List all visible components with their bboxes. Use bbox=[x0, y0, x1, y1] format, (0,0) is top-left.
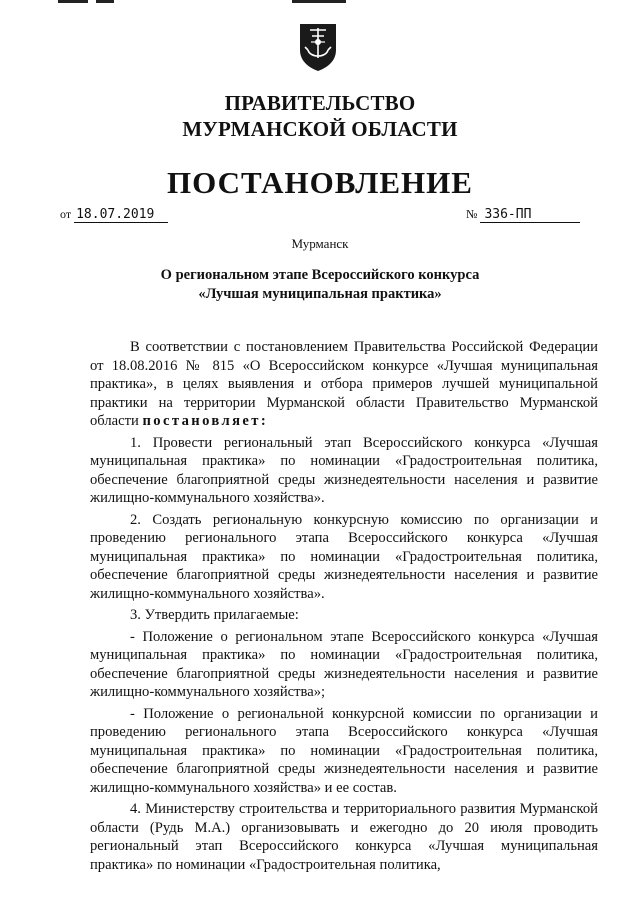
document-date: 18.07.2019 bbox=[74, 207, 168, 223]
subject-line2: «Лучшая муниципальная практика» bbox=[198, 286, 442, 302]
date-line bbox=[60, 207, 168, 223]
document-subject bbox=[0, 266, 640, 304]
document-number: 336-ПП bbox=[480, 207, 580, 223]
date-prefix: от bbox=[60, 207, 72, 221]
number-line bbox=[466, 207, 580, 223]
org-title-line1: ПРАВИТЕЛЬСТВО bbox=[224, 91, 416, 115]
subject-line1: О региональном этапе Всероссийского конкурса bbox=[160, 267, 480, 283]
org-title-line2: МУРМАНСКОЙ ОБЛАСТИ bbox=[182, 117, 458, 141]
scan-top-marks bbox=[0, 0, 640, 8]
intro-paragraph bbox=[90, 338, 598, 431]
coat-of-arms-icon bbox=[296, 20, 340, 72]
intro-text: В соответствии с постановлением Правительства Российской Федерации от 18.08.2016 № 815 «О Всероссийском конкурсе «Лучшая муниципальная практика», в целях выявления и отбора примеров лучшей муниципальной практики на территории Мурманской области Правительство Мурманской области bbox=[90, 339, 598, 429]
document-type-title: ПОСТАНОВЛЕНИЕ bbox=[167, 165, 473, 200]
number-prefix: № bbox=[466, 207, 478, 221]
paragraph-item-2: 2. Создать региональную конкурсную комиссию по организации и проведению регионального этапа Всероссийского конкурса «Лучшая муниципальная практика» по номинации «Градостроительная политика, обеспечение благоприятной среды жизнедеятельности населения и развитие жилищно-коммунального хозяйства». bbox=[90, 511, 598, 602]
decree-word: постановляет: bbox=[142, 413, 269, 429]
paragraph-item-3a: - Положение о региональном этапе Всероссийского конкурса «Лучшая муниципальная практика» по номинации «Градостроительная политика, обеспечение благоприятной среды жизнедеятельности населения и развитие жилищно-коммунального хозяйства»; bbox=[90, 628, 598, 700]
paragraph-item-4: 4. Министерству строительства и территориального развития Мурманской области (Рудь М.А.) организовывать и ежегодно до 20 июля проводить региональный этап Всероссийского конкурса «Лучшая муниципальная практика» по номинации «Градостроительная политика, bbox=[90, 801, 598, 873]
document-body bbox=[90, 338, 598, 877]
paragraph-item-3: 3. Утвердить прилагаемые: bbox=[130, 607, 299, 623]
paragraph-item-1: 1. Провести региональный этап Всероссийского конкурса «Лучшая муниципальная практика» по номинации «Градостроительная политика, обеспечение благоприятной среды жизнедеятельности населения и развитие жилищно-коммунального хозяйства». bbox=[90, 434, 598, 506]
city-name: Мурманск bbox=[291, 236, 349, 251]
paragraph-item-3b: - Положение о региональной конкурсной комиссии по организации и проведению регионального этапа Всероссийского конкурса «Лучшая муниципальная практика» по номинации «Градостроительная политика, обеспечение благоприятной среды жизнедеятельности населения и развитие жилищно-коммунального хозяйства» и ее состав. bbox=[90, 705, 598, 796]
